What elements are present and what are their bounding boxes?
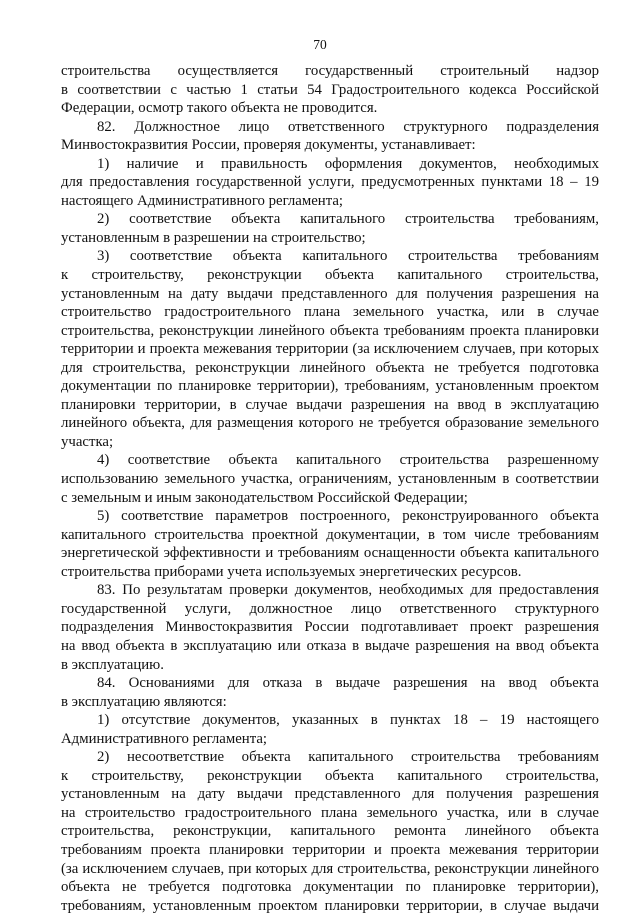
text-line: капитального строительства проектной документации, в том числе требованиям [61,526,599,543]
text-line: в соответствии с частью 1 статьи 54 Градостроительного кодекса Российской [61,81,599,98]
text-line: 2) несоответствие объекта капитального строительства требованиям [97,749,599,766]
text-line: строительство градостроительного плана земельного участка, или в случае [61,304,599,321]
text-line: 2) соответствие объекта капитального строительства требованиям, [97,211,599,228]
text-line: для строительства, реконструкции линейного объекта не требуется подготовка [61,359,599,376]
text-line: строительства, реконструкции линейного объекта требованиям проекта планировки [61,322,599,339]
text-line: 82. Должностное лицо ответственного структурного подразделения [97,118,599,135]
text-line: в эксплуатацию. [61,656,164,673]
text-line: к строительству, реконструкции объекта капитального строительства, [61,267,599,284]
text-line: объекта не требуется подготовка документации по планировке территории), [61,879,599,896]
text-line: установленным в разрешении на строительство; [61,229,366,246]
text-line: участка; [61,433,114,450]
text-line: 5) соответствие параметров построенного, реконструированного объекта [97,508,599,525]
text-line: использованию земельного участка, ограничениям, установленным в соответствии [61,471,599,488]
text-line: строительства, реконструкции, капитального ремонта линейного объекта [61,823,599,840]
text-line: с земельным и иным законодательством Российской Федерации; [61,489,468,506]
text-line: на строительство градостроительного плана земельного участка, или в случае [61,804,599,821]
page-number: 70 [313,37,327,52]
text-line: строительства приборами учета используемых энергетических ресурсов. [61,563,522,580]
text-line: настоящего Административного регламента; [61,192,344,209]
text-line: для предоставления государственной услуги, предусмотренных пунктами 18 – 19 [61,174,599,191]
text-line: на ввод объекта в эксплуатацию или отказа в выдаче разрешения на ввод объекта [61,637,599,654]
text-line: установленным на дату выдачи представленного для получения разрешения на [61,285,599,302]
text-line: 3) соответствие объекта капитального строительства требованиям [97,248,599,265]
text-line: требованиям проекта планировки территории и проекта межевания территории [61,841,599,858]
text-line: государственной услуги, должностное лицо ответственного структурного [61,600,599,617]
text-line: Административного регламента; [61,730,268,747]
text-line: линейного объекта, для размещения которого не требуется образование земельного [61,415,599,432]
text-line: 4) соответствие объекта капитального строительства разрешенному [97,452,599,469]
document-body [61,62,599,915]
text-line: строительства осуществляется государственный строительный надзор [61,63,599,79]
text-line: территории и проекта межевания территории (за исключением случаев, при которых [61,341,599,358]
text-line: 83. По результатам проверки документов, необходимых для предоставления [97,582,599,599]
text-line: установленным на дату выдачи представленного для получения разрешения [61,786,599,803]
text-line: Минвостокразвития России, проверяя документы, устанавливает: [61,137,476,154]
text-line: энергетической эффективности и требованиям оснащенности объекта капитального [61,545,599,562]
text-line: в эксплуатацию являются: [61,693,227,710]
text-line: требованиям, установленным проектом планировки территории, в случае выдачи [61,897,599,914]
text-line: Федерации, осмотр такого объекта не проводится. [61,100,378,117]
text-line: к строительству, реконструкции объекта капитального строительства, [61,767,599,784]
text-line: (за исключением случаев, при которых для строительства, реконструкции линейного [61,860,599,877]
text-line: подразделения Минвостокразвития России подготавливает проект разрешения [61,619,599,636]
text-line: 1) отсутствие документов, указанных в пунктах 18 – 19 настоящего [97,712,599,729]
text-line: документации по планировке территории), требованиям, установленным проектом [61,378,599,395]
text-line: 84. Основаниями для отказа в выдаче разрешения на ввод объекта [97,675,599,692]
text-line: 1) наличие и правильность оформления документов, необходимых [97,155,599,172]
text-line: планировки территории, в случае выдачи разрешения на ввод в эксплуатацию [61,396,599,413]
